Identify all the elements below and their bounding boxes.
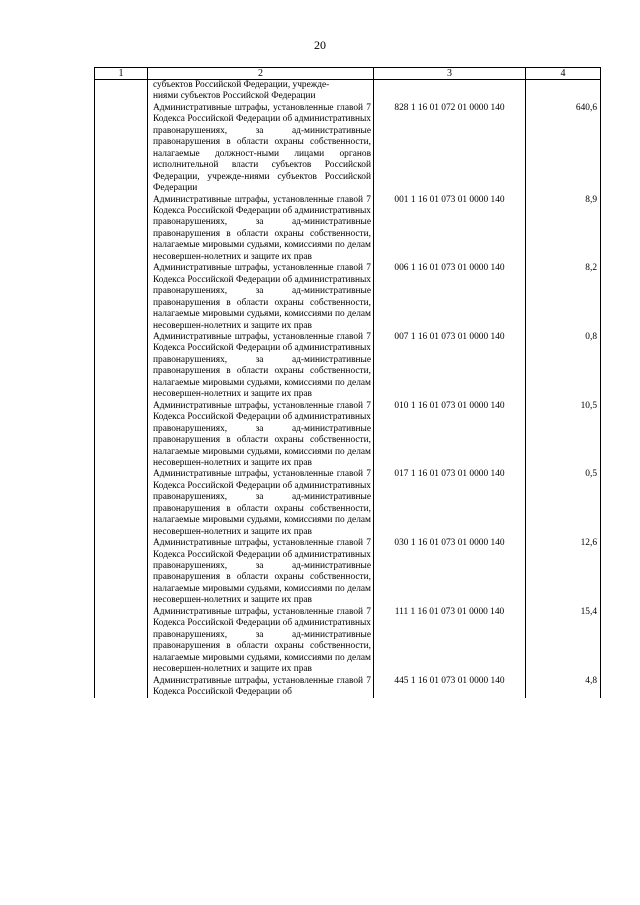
row-number-cell xyxy=(95,195,148,264)
row-amount: 4,8 xyxy=(526,676,601,699)
row-budget-code: 030 1 16 01 073 01 0000 140 xyxy=(374,538,526,607)
table-row xyxy=(95,401,601,470)
row-number-cell xyxy=(95,263,148,332)
row-description: субъектов Российской Федерации, учрежде- ниями субъектов Российской Федерации xyxy=(153,80,330,102)
column-header-2: 2 xyxy=(148,68,374,80)
row-description: Административные штрафы, установленные главой 7 Кодекса Российской Федерации об административных правонарушениях, за ад-министративные правонарушения в области охраны собственности, налагаемые мировыми судьями, комиссиями по делам несовершен-нолетних и защите их прав xyxy=(153,194,371,262)
column-header-4: 4 xyxy=(526,68,601,80)
row-budget-code: 006 1 16 01 073 01 0000 140 xyxy=(374,263,526,332)
row-number-cell xyxy=(95,469,148,538)
row-amount: 0,8 xyxy=(526,332,601,401)
table-row xyxy=(95,607,601,676)
row-description: Административные штрафы, установленные главой 7 Кодекса Российской Федерации об административных правонарушениях, за ад-министративные правонарушения в области охраны собственности, налагаемые мировыми судьями, комиссиями по делам несовершен-нолетних и защите их прав xyxy=(153,538,371,606)
row-budget-code: 010 1 16 01 073 01 0000 140 xyxy=(374,401,526,470)
row-budget-code: 001 1 16 01 073 01 0000 140 xyxy=(374,195,526,264)
page-number: 20 xyxy=(314,38,326,52)
row-amount: 15,4 xyxy=(526,607,601,676)
row-budget-code: 007 1 16 01 073 01 0000 140 xyxy=(374,332,526,401)
row-amount: 10,5 xyxy=(526,401,601,470)
table-row xyxy=(95,80,601,103)
row-description: Административные штрафы, установленные главой 7 Кодекса Российской Федерации об административных правонарушениях, за ад-министративные правонарушения в области охраны собственности, налагаемые мировыми судьями, комиссиями по делам несовершен-нолетних и защите их прав xyxy=(153,331,371,400)
row-number-cell xyxy=(95,676,148,699)
row-number-cell xyxy=(95,607,148,676)
row-number-cell xyxy=(95,80,148,103)
row-amount xyxy=(526,80,601,103)
column-header-1: 1 xyxy=(95,68,148,80)
row-description: Административные штрафы, установленные главой 7 Кодекса Российской Федерации об административных правонарушениях, за ад-министративные правонарушения в области охраны собственности, налагаемые мировыми судьями, комиссиями по делам несовершен-нолетних и защите их прав xyxy=(153,469,371,537)
row-number-cell xyxy=(95,538,148,607)
row-amount: 8,2 xyxy=(526,263,601,332)
table-header-row xyxy=(95,68,601,80)
table-row xyxy=(95,332,601,401)
row-description: Административные штрафы, установленные главой 7 Кодекса Российской Федерации об административных правонарушениях, за ад-министративные правонарушения в области охраны собственности, налагаемые мировыми судьями, комиссиями по делам несовершен-нолетних и защите их прав xyxy=(153,263,371,331)
row-description: Административные штрафы, установленные главой 7 Кодекса Российской Федерации об xyxy=(153,675,371,698)
row-budget-code xyxy=(374,80,526,103)
table-row xyxy=(95,103,601,195)
row-amount: 8,9 xyxy=(526,195,601,264)
table-row xyxy=(95,676,601,699)
row-description: Административные штрафы, установленные главой 7 Кодекса Российской Федерации об административных правонарушениях, за ад-министративные правонарушения в области охраны собственности, налагаемые мировыми судьями, комиссиями по делам несовершен-нолетних и защите их прав xyxy=(153,606,371,675)
row-amount: 0,5 xyxy=(526,469,601,538)
row-budget-code: 828 1 16 01 072 01 0000 140 xyxy=(374,103,526,195)
row-budget-code: 445 1 16 01 073 01 0000 140 xyxy=(374,676,526,699)
row-budget-code: 111 1 16 01 073 01 0000 140 xyxy=(374,607,526,676)
table-body xyxy=(95,80,601,699)
row-description: Административные штрафы, установленные главой 7 Кодекса Российской Федерации об административных правонарушениях, за ад-министративные правонарушения в области охраны собственности, налагаемые мировыми судьями, комиссиями по делам несовершен-нолетних и защите их прав xyxy=(153,400,371,468)
table-row xyxy=(95,469,601,538)
row-description: Административные штрафы, установленные главой 7 Кодекса Российской Федерации об административных правонарушениях, за ад-министративные правонарушения в области охраны собственности, налагаемые должност-ными лицами органов исполнительной власти субъектов Российской Федерации, учрежде-ниями субъектов Российской Федерации xyxy=(153,102,371,194)
table-row xyxy=(95,538,601,607)
row-amount: 640,6 xyxy=(526,103,601,195)
table-row xyxy=(95,195,601,264)
row-budget-code: 017 1 16 01 073 01 0000 140 xyxy=(374,469,526,538)
row-number-cell xyxy=(95,103,148,195)
row-amount: 12,6 xyxy=(526,538,601,607)
column-header-3: 3 xyxy=(374,68,526,80)
row-number-cell xyxy=(95,332,148,401)
row-number-cell xyxy=(95,401,148,470)
revenue-table xyxy=(94,67,601,698)
table-row xyxy=(95,263,601,332)
